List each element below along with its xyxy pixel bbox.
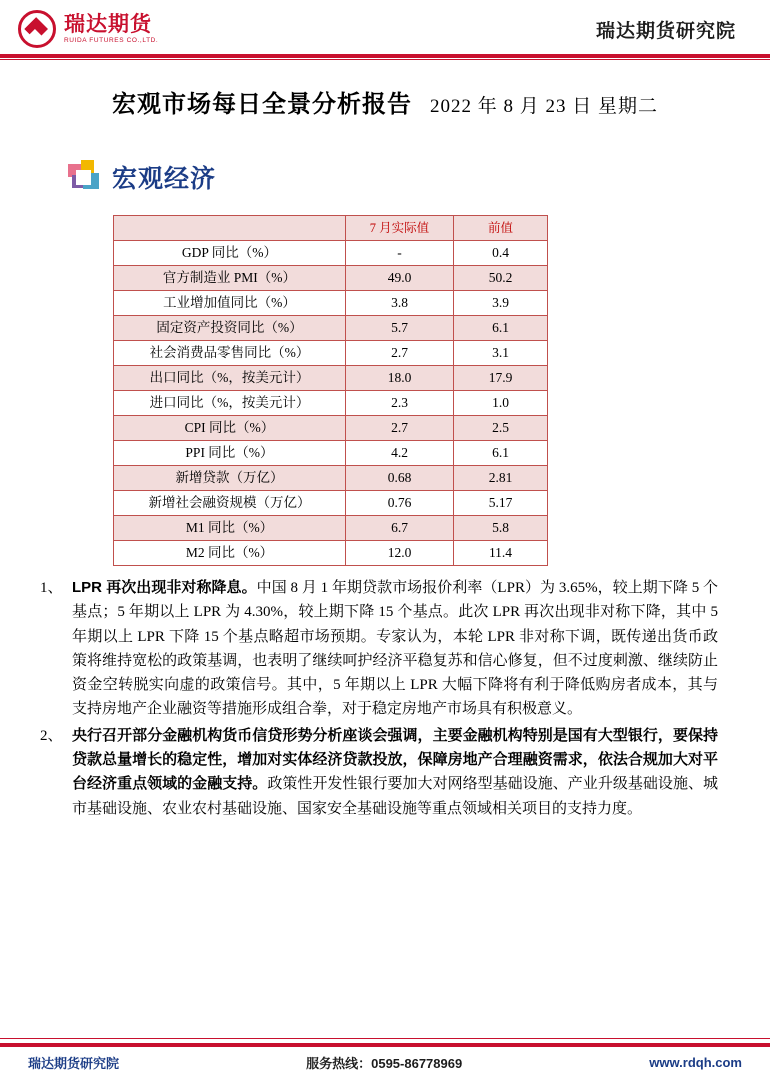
table-cell-indicator: 工业增加值同比（%） — [114, 291, 346, 316]
table-col-header-previous: 前值 — [454, 216, 548, 241]
table-cell-actual: 0.76 — [346, 491, 454, 516]
table-cell-indicator: 社会消费品零售同比（%） — [114, 341, 346, 366]
colored-squares-icon — [68, 160, 102, 194]
header-divider — [0, 54, 770, 58]
table-row — [114, 366, 548, 391]
list-item-lead: LPR 再次出现非对称降息。 — [72, 579, 257, 596]
table-cell-previous: 0.4 — [454, 241, 548, 266]
list-item-text — [72, 576, 718, 722]
table-cell-previous: 11.4 — [454, 541, 548, 566]
brand-text — [64, 14, 158, 45]
table-row — [114, 291, 548, 316]
brand-name-cn: 瑞达期货 — [64, 12, 152, 36]
page-header — [0, 0, 770, 58]
table-cell-actual: 5.7 — [346, 316, 454, 341]
list-item-body: 中国 8 月 1 年期贷款市场报价利率（LPR）为 3.65%，较上期下降 5 个基点；5 年期以上 LPR 为 4.30%，较上期下降 15 个基点。此次 LPR 再次出现非对称下降，其中 5 年期以上 LPR 下降 15 个基点略超市场预期。专家认为，本轮 LPR 非对称下调，既传递出货币政策将维持宽松的政策基调，也表明了继续呵护经济平稳复苏和信心修复，但不过度刺激、继续防止资金空转脱实向虚的政策信号。其中，5 年期以上 LPR 大幅下降将有利于降低购房者成本，其与支持房地产企业融资等措施形成组合拳，对于稳定房地产市场具有积极意义。 — [72, 580, 719, 718]
table-cell-indicator: GDP 同比（%） — [114, 241, 346, 266]
list-item-lead: 央行召开部分金融机构货币信贷形势分析座谈会强调，主要金融机构特别是国有大型银行，要保持贷款总量增长的稳定性，增加对实体经济贷款投放，保障房地产合理融资需求，依法合规加大对平台经济重点领域的金融支持。 — [72, 726, 718, 793]
table-cell-previous: 17.9 — [454, 366, 548, 391]
table-row — [114, 266, 548, 291]
footer-website[interactable]: www.rdqh.com — [649, 1055, 742, 1070]
table-cell-indicator: 进口同比（%，按美元计） — [114, 391, 346, 416]
table-cell-indicator: 出口同比（%，按美元计） — [114, 366, 346, 391]
table-cell-actual: 2.3 — [346, 391, 454, 416]
list-item-number: 1、 — [40, 580, 63, 596]
report-date: 2022 年 8 月 23 日 星期二 — [429, 96, 658, 117]
table-cell-indicator: M1 同比（%） — [114, 516, 346, 541]
brand-name-en: RUIDA FUTURES CO.,LTD. — [64, 36, 159, 44]
list-item — [38, 576, 718, 722]
table-row — [114, 516, 548, 541]
brand-logo — [18, 10, 158, 48]
table-cell-actual: 12.0 — [346, 541, 454, 566]
table-cell-indicator: M2 同比（%） — [114, 541, 346, 566]
table-row — [114, 466, 548, 491]
page-title: 宏观市场每日全景分析报告 — [111, 91, 412, 118]
table-col-header-indicator — [114, 216, 346, 241]
header-institute-name: 瑞达期货研究院 — [595, 20, 736, 42]
table-cell-previous: 3.9 — [454, 291, 548, 316]
table-col-header-actual: 7 月实际值 — [346, 216, 454, 241]
table-cell-actual: 49.0 — [346, 266, 454, 291]
table-cell-actual: 0.68 — [346, 466, 454, 491]
table-row — [114, 316, 548, 341]
table-cell-previous: 5.17 — [454, 491, 548, 516]
table-cell-indicator: 固定资产投资同比（%） — [114, 316, 346, 341]
table-cell-actual: - — [346, 241, 454, 266]
list-item — [38, 724, 718, 821]
table-row — [114, 541, 548, 566]
table-cell-previous: 6.1 — [454, 316, 548, 341]
macro-table-wrap — [0, 215, 770, 566]
table-cell-indicator: PPI 同比（%） — [114, 441, 346, 466]
table-cell-previous: 50.2 — [454, 266, 548, 291]
table-cell-actual: 4.2 — [346, 441, 454, 466]
footer-institute: 瑞达期货研究院 — [28, 1056, 120, 1071]
table-cell-indicator: 新增贷款（万亿） — [114, 466, 346, 491]
list-item-body: 政策性开发性银行要加大对网络型基础设施、产业升级基础设施、城市基础设施、农业农村基础设施、国家安全基础设施等重点领域相关项目的支持力度。 — [72, 776, 718, 817]
table-cell-indicator: CPI 同比（%） — [114, 416, 346, 441]
ruida-circle-logo-icon — [18, 10, 56, 48]
section-heading-macro — [0, 159, 770, 195]
footer-hotline: 服务热线：0595-86778969 — [306, 1056, 463, 1071]
page-footer — [0, 1043, 770, 1089]
table-row — [114, 341, 548, 366]
table-cell-indicator: 官方制造业 PMI（%） — [114, 266, 346, 291]
table-cell-indicator: 新增社会融资规模（万亿） — [114, 491, 346, 516]
list-item-text — [72, 724, 718, 821]
table-cell-previous: 2.5 — [454, 416, 548, 441]
table-cell-previous: 1.0 — [454, 391, 548, 416]
table-cell-actual: 2.7 — [346, 416, 454, 441]
table-row — [114, 491, 548, 516]
title-row — [0, 84, 770, 119]
table-row — [114, 441, 548, 466]
table-row — [114, 241, 548, 266]
table-cell-actual: 18.0 — [346, 366, 454, 391]
table-cell-actual: 2.7 — [346, 341, 454, 366]
table-cell-previous: 3.1 — [454, 341, 548, 366]
table-cell-actual: 3.8 — [346, 291, 454, 316]
analysis-points-list — [0, 576, 770, 821]
table-row — [114, 391, 548, 416]
macro-indicator-table — [113, 215, 548, 566]
table-row — [114, 416, 548, 441]
table-cell-previous: 6.1 — [454, 441, 548, 466]
table-header-row — [114, 216, 548, 241]
table-cell-previous: 5.8 — [454, 516, 548, 541]
section-title: 宏观经济 — [112, 165, 217, 193]
table-cell-actual: 6.7 — [346, 516, 454, 541]
footer-divider — [0, 1043, 770, 1047]
table-cell-previous: 2.81 — [454, 466, 548, 491]
list-item-number: 2、 — [40, 727, 63, 744]
